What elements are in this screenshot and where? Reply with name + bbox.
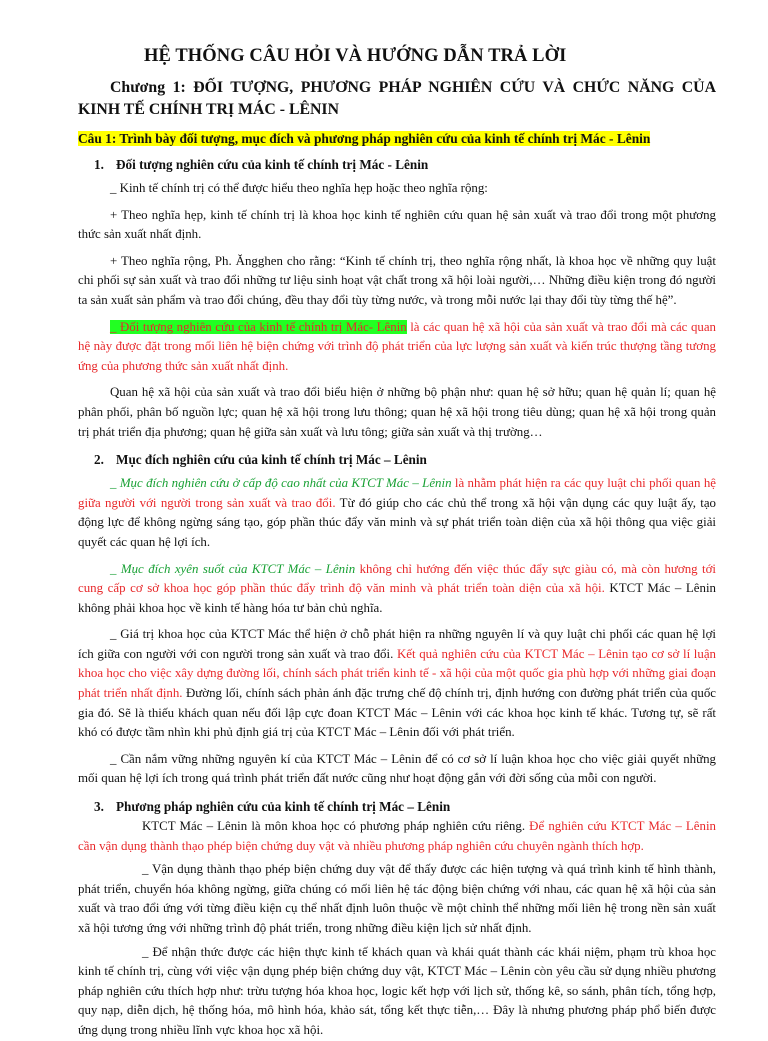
plain-text: Từ đó giúp cho các chủ thể trong xã hội vận dụng các quy luật ấy, tạo động lực để không ngừng sáng tạo, góp phần thúc đẩy văn minh và sự phát triển toàn diện của xã hội thông qua việc giải quyết các quan hệ lợi ích.	[78, 495, 717, 549]
red-text: là các quan hệ xã hội của sản xuất và trao đổi mà các quan hệ này được đặt trong mối liên hệ biện chứng với trình độ phát triển của lực lượng sản xuất và kiến trúc thượng tầng tương ứng của phương thức sản xuất nhất định.	[78, 319, 716, 373]
section-2-heading	[94, 450, 716, 470]
section-3-paragraph-1	[78, 817, 716, 856]
red-text: Để nghiên cứu KTCT Mác – Lênin cần vận dụng thành thạo phép biện chứng duy vật và nhiều phương pháp nghiên cứu chuyên ngành thích hợp.	[78, 819, 716, 853]
section-3-paragraph-2: _ Vận dụng thành thạo phép biện chứng duy vật để thấy được các hiện tượng và quá trình kinh tế hình thành, phát triển, chuyển hóa không ngừng, giữa chúng có mối liên hệ tác động biện chứng với nhau, các quan hệ xã hội của sản xuất và trao đổi ứng với từng điều kiện cụ thể nhất định luôn thuộc về một chỉnh thể những mối liên hệ trong nền sản xuất xã hội tương ứng với những trình độ phát triển, trong những điều kiện lịch sử nhất định.	[78, 862, 716, 935]
section-1-paragraph-5: Quan hệ xã hội của sản xuất và trao đổi biểu hiện ở những bộ phận như: quan hệ sở hữu; quan hệ quản lí; quan hệ phân phối, phân bố nguồn lực; quan hệ xã hội trong lưu thông; quan hệ xã hội trong tiêu dùng; quan hệ xã hội trong quản trị phát triển địa phương; quan hệ giữa sản xuất và lưu tông; giữa sản xuất và thị trường…	[78, 385, 716, 439]
section-1-paragraph-3: + Theo nghĩa rộng, Ph. Ăngghen cho rằng: “Kinh tế chính trị, theo nghĩa rộng nhất, là khoa học về những quy luật chi phối sự sản xuất và trao đổi những tư liệu sinh hoạt vật chất trong xã hội loài người,… Những điều kiện trong đó người ta sản xuất sản phẩm và trao đổi chúng, đều thay đổi tùy từng nước, và trong mỗi nước lại thay đổi tùy từng thế hệ”.	[78, 253, 716, 307]
chapter-heading: Chương 1: ĐỐI TƯỢNG, PHƯƠNG PHÁP NGHIÊN CỨU VÀ CHỨC NĂNG CỦA KINH TẾ CHÍNH TRỊ MÁC - LÊNIN	[78, 79, 716, 118]
red-text: Kết quả nghiên cứu của KTCT Mác – Lênin tạo cơ sở lí luận khoa học cho việc xây dựng đường lối, chính sách phát triển kinh tế - xã hội của một quốc gia phù hợp với những giai đoạn phát triển nhất định.	[78, 646, 716, 701]
red-text: không chỉ hướng đến việc thúc đẩy sực giàu có, mà còn hương tới cung cấp cơ sở khoa học góp phần thúc đẩy trình độ văn minh và phát triển toàn diện của xã hội.	[78, 561, 716, 596]
section-2-paragraph-1	[78, 474, 716, 552]
highlighted-phrase: _ Đối tượng nghiên cứu của kinh tế chính trị Mác- Lênin	[110, 319, 407, 334]
document-title: HỆ THỐNG CÂU HỎI VÀ HƯỚNG DẪN TRẢ LỜI	[144, 46, 567, 66]
section-3-paragraph-3: _ Để nhận thức được các hiện thực kinh tế khách quan và khái quát thành các khái niệm, phạm trù khoa học kinh tế chính trị, cùng với việc vận dụng phép biện chứng duy vật, KTCT Mác – Lênin còn yêu cầu sử dụng nhiều phương pháp nghiên cứu thích hợp như: trừu tượng hóa khoa học, logic kết hợp với lịch sử, thống kê, so sánh, phân tích, tổng hợp, quy nạp, diễn dịch, hệ thống hóa, mô hình hóa, khảo sát, tổng kết thực tiễn,… Đây là nhưng phương pháp phổ biến được ứng dụng trong nhiều lĩnh vực khoa học xã hội.	[78, 944, 716, 1037]
plain-text: Đường lối, chính sách phản ánh đặc trưng chế độ chính trị, định hướng con đường phát triển của quốc gia đó. Sẽ là thiếu khách quan nếu đối lập cực đoan KTCT Mác – Lênin với các khoa học kinh tế khác. Tương tự, sẽ rất khó có được tầm nhìn khi phủ định giá trị của KTCT Mác – Lênin đối với phát triển.	[78, 686, 716, 740]
section-2-title: Mục đích nghiên cứu của kinh tế chính trị Mác – Lênin	[116, 452, 427, 468]
section-2-number: 2.	[94, 452, 104, 468]
section-3-heading	[94, 797, 716, 817]
plain-text: KTCT Mác – Lênin là môn khoa học có phương pháp nghiên cứu riêng.	[142, 819, 526, 834]
plain-text: KTCT Mác – Lênin không phải khoa học về kinh tế hàng hóa tư bản chủ nghĩa.	[78, 581, 716, 615]
section-2-paragraph-2	[78, 560, 716, 619]
section-1-paragraph-4	[78, 318, 716, 377]
section-3-title: Phương pháp nghiên cứu của kinh tế chính trị Mác – Lênin	[116, 799, 451, 815]
section-1-paragraph-2: + Theo nghĩa hẹp, kinh tế chính trị là khoa học kinh tế nghiên cứu quan hệ sản xuất và trao đổi trong một phương thức sản xuất nhất định.	[78, 207, 716, 242]
section-2-paragraph-3	[78, 625, 716, 743]
question-heading	[78, 130, 716, 147]
section-2-paragraph-4: _ Cần nắm vững những nguyên kí của KTCT Mác – Lênin để có cơ sở lí luận khoa học cho việc giải quyết những mối quan hệ lợi ích trong quá trình phát triển đất nước cũng như hoạt động gắn với đời sống của mỗi con người.	[78, 751, 716, 786]
red-text: là nhằm phát hiện ra các quy luật chi phối quan hệ giữa người với người trong sản xuất và trao đổi.	[78, 476, 716, 510]
section-1-title: Đối tượng nghiên cứu của kinh tế chính trị Mác - Lênin	[116, 157, 429, 172]
section-1-number: 1.	[94, 157, 104, 172]
green-italic-phrase: _ Mục đích xyên suốt của KTCT Mác – Lênin	[110, 561, 356, 576]
plain-text: _ Giá trị khoa học của KTCT Mác thể hiện ở chỗ phát hiện ra những nguyên lí và quy luật chi phối các quan hệ lợi ích giữa con người với con người trong sản xuất và trao đổi.	[78, 627, 716, 661]
section-1-heading	[94, 155, 716, 175]
section-1-paragraph-1: _ Kinh tế chính trị có thể được hiểu theo nghĩa hẹp hoặc theo nghĩa rộng:	[110, 181, 488, 195]
section-3-number: 3.	[94, 799, 104, 815]
green-italic-phrase: _ Mục đích nghiên cứu ở cấp độ cao nhất của KTCT Mác – Lênin	[110, 476, 452, 491]
question-1-text: Câu 1: Trình bày đối tượng, mục đích và phương pháp nghiên cứu của kinh tế chính trị Mác - Lênin	[78, 131, 651, 146]
